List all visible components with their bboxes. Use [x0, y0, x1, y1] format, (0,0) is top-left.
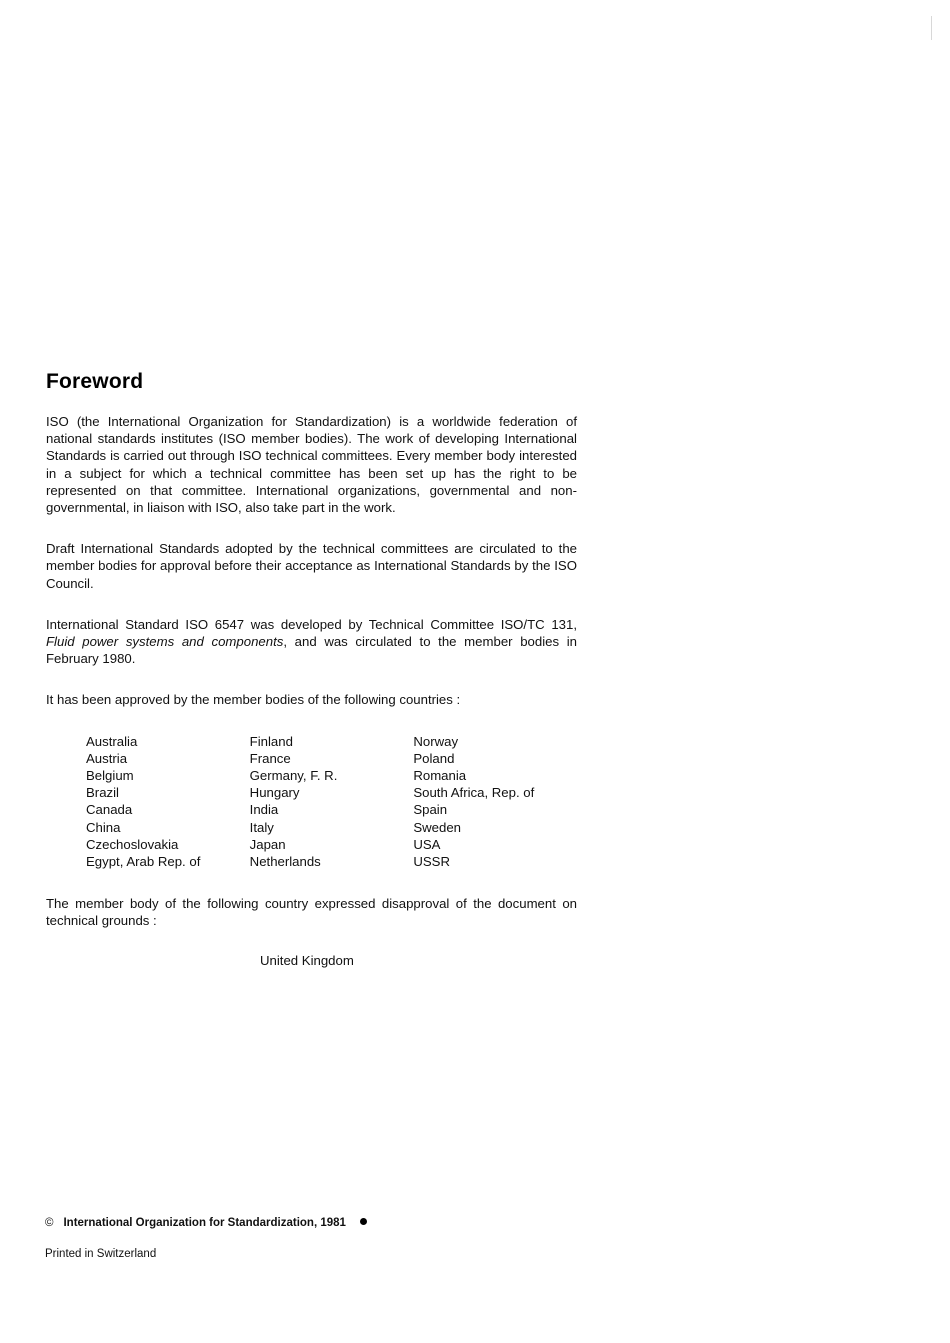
bullet-icon [360, 1218, 367, 1225]
country-item: Spain [413, 802, 448, 818]
country-item: Brazil [86, 785, 119, 801]
country-item: Germany, F. R. [249, 768, 338, 784]
paragraph-standard-text-2: , and was circulated to the member bodies in February 1980. [46, 634, 577, 667]
country-item: Netherlands [249, 854, 321, 870]
country-item: China [86, 819, 121, 835]
paragraph-draft-standards: Draft International Standards adopted by the technical committees are circulated to the member bodies for approval before their acceptance as International Standards by the ISO Council. [46, 541, 577, 591]
country-item: USA [413, 836, 441, 852]
copyright-icon: © [45, 1217, 54, 1229]
countries-column-3 [413, 733, 577, 871]
country-item: Australia [86, 733, 138, 749]
country-item: Hungary [249, 785, 300, 801]
committee-title-italic: Fluid power systems and components [46, 634, 284, 650]
country-item: Romania [413, 768, 467, 784]
printed-in-note: Printed in Switzerland [45, 1248, 157, 1260]
country-item: Czechoslovakia [86, 836, 179, 852]
foreword-section [46, 368, 577, 969]
country-item: France [249, 750, 291, 766]
country-item: Poland [413, 750, 455, 766]
paragraph-iso-intro: ISO (the International Organization for Standardization) is a worldwide federation of national standards institutes (ISO member bodies). The work of developing International Standards is carried out through ISO technical committees. Every member body interested in a subject for which a technical committee has been set up has the right to be represented on that committee. International organizations, governmental and non-governmental, in liaison with ISO, also take part in the work. [46, 414, 577, 516]
country-item: Egypt, Arab Rep. of [86, 854, 201, 870]
paragraph-approval-intro: It has been approved by the member bodies of the following countries : [46, 692, 461, 708]
disapproving-country: United Kingdom [260, 952, 354, 968]
country-item: USSR [413, 854, 450, 870]
country-item: Sweden [413, 819, 462, 835]
country-item: Canada [86, 802, 133, 818]
country-item: Finland [249, 733, 293, 749]
country-item: Japan [249, 836, 286, 852]
countries-column-1 [86, 733, 250, 871]
country-item: Norway [413, 733, 459, 749]
copyright-text: International Organization for Standardization, 1981 [63, 1217, 346, 1229]
country-item: South Africa, Rep. of [413, 785, 535, 801]
paragraph-standard-development [46, 616, 577, 668]
country-item: Italy [249, 819, 274, 835]
country-item: Austria [86, 750, 128, 766]
approving-countries-list [86, 733, 577, 871]
countries-column-2 [250, 733, 414, 871]
page-title: Foreword [46, 370, 144, 393]
paragraph-disapproval-intro: The member body of the following country expressed disapproval of the document on technical grounds : [46, 896, 577, 929]
country-item: India [249, 802, 279, 818]
country-item: Belgium [86, 768, 134, 784]
copyright-line [45, 1215, 367, 1231]
scan-edge-mark [931, 16, 932, 40]
paragraph-standard-text-1: International Standard ISO 6547 was developed by Technical Committee ISO/TC 131, [46, 616, 577, 632]
